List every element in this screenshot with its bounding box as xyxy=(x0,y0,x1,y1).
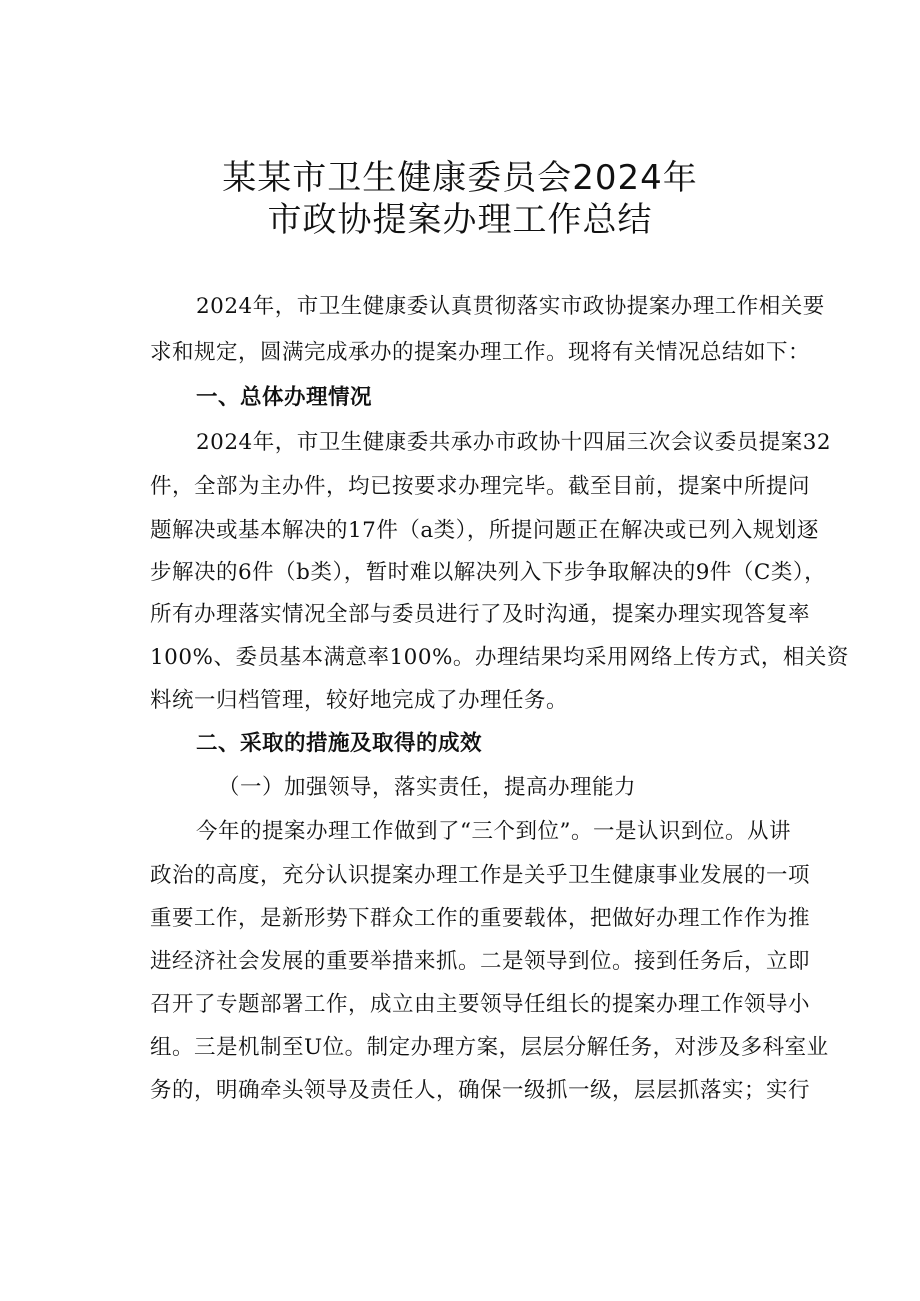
section-1-line-2: 件，全部为主办件，均已按要求办理完毕。截至目前，提案中所提问 xyxy=(150,474,811,499)
subsection-1-line-1: 今年的提案办理工作做到了“三个到位”。一是认识到位。从讲 xyxy=(196,819,791,844)
subsection-1-line-4: 进经济社会发展的重要举措来抓。二是领导到位。接到任务后，立即 xyxy=(150,949,811,974)
section-1-line-3: 题解决或基本解决的17件（a类），所提问题正在解决或已列入规划逐 xyxy=(150,518,819,543)
document-title-line-2: 市政协提案办理工作总结 xyxy=(267,200,653,240)
subsection-1-line-2: 政治的高度，充分认识提案办理工作是关乎卫生健康事业发展的一项 xyxy=(150,863,811,888)
section-1-line-6: 100%、委员基本满意率100%。办理结果均采用网络上传方式，相关资 xyxy=(150,645,849,670)
subsection-1-line-5: 召开了专题部署工作，成立由主要领导任组长的提案办理工作领导小 xyxy=(150,992,811,1017)
document-title-line-1: 某某市卫生健康委员会2024年 xyxy=(222,158,698,198)
subsection-1-line-3: 重要工作，是新形势下群众工作的重要载体，把做好办理工作作为推 xyxy=(150,906,811,931)
intro-line-1: 2024年，市卫生健康委认真贯彻落实市政协提案办理工作相关要 xyxy=(196,294,825,319)
subsection-1-line-6: 组。三是机制至U位。制定办理方案，层层分解任务，对涉及多科室业 xyxy=(150,1035,829,1060)
section-1-line-7: 料统一归档管理，较好地完成了办理任务。 xyxy=(150,688,569,713)
section-2-heading: 二、采取的措施及取得的成效 xyxy=(196,731,483,756)
section-1-line-5: 所有办理落实情况全部与委员进行了及时沟通，提案办理实现答复率 xyxy=(150,602,811,627)
subsection-1-line-7: 务的，明确牵头领导及责任人，确保一级抓一级，层层抓落实；实行 xyxy=(150,1078,811,1103)
section-1-line-1: 2024年，市卫生健康委共承办市政协十四届三次会议委员提案32 xyxy=(196,430,832,455)
section-1-line-4: 步解决的6件（b类），暂时难以解决列入下步争取解决的9件（C类）， xyxy=(150,560,827,585)
section-1-heading: 一、总体办理情况 xyxy=(196,385,373,410)
subsection-1-heading: （一）加强领导，落实责任，提高办理能力 xyxy=(218,775,637,800)
intro-line-2: 求和规定，圆满完成承办的提案办理工作。现将有关情况总结如下： xyxy=(150,340,811,365)
